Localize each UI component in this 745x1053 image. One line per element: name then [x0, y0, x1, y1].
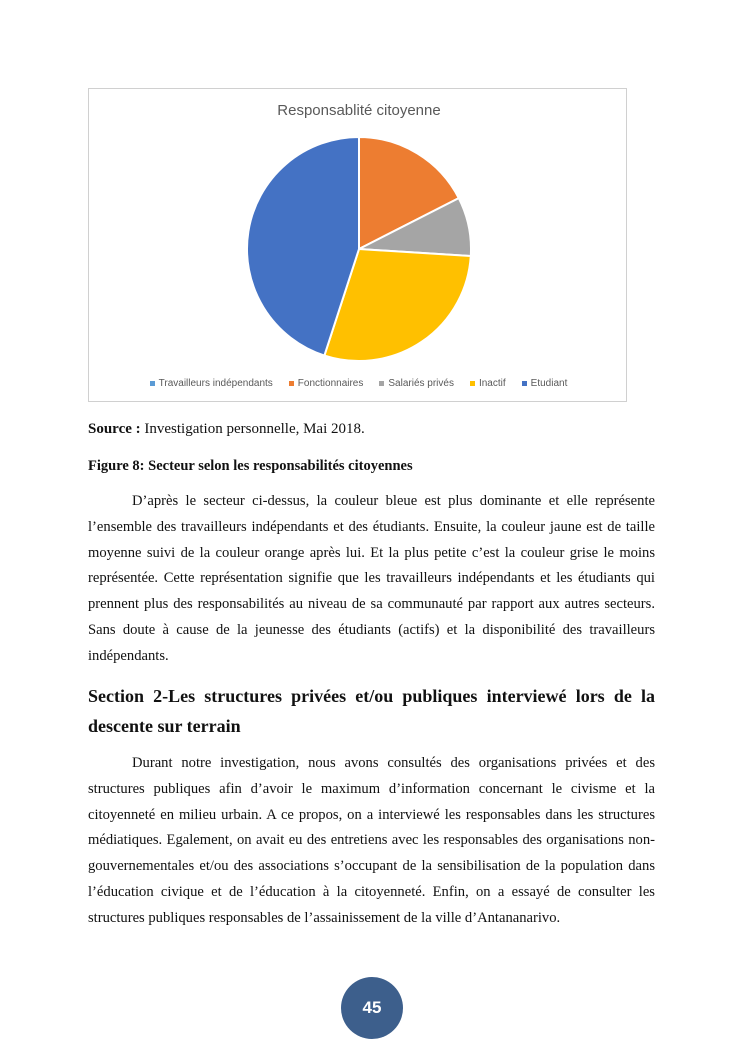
paragraph-2: Durant notre investigation, nous avons consultés des organisations privées et des structures publiques afin d’avoir le maximum d’information concernant le civisme et la citoyenneté en milieu urbain. A ce propos, on a interviewé les responsables dans les structures médiatiques. Egalement, on avait eu des entretiens avec les responsables des organisations non-gouvernementales et/ou des associations s’occupant de la sensibilisation de la population dans l’éducation civique et de l’éducation à la citoyenneté. Enfin, on a essayé de consulter les structures publiques responsables de l’assainissement de la ville d’Antananarivo.: [88, 755, 655, 926]
legend-item: [379, 378, 454, 389]
paragraph-1: D’après le secteur ci-dessus, la couleur bleue est plus dominante et elle représente l’ensemble des travailleurs indépendants et des étudiants. Ensuite, la couleur jaune est de taille moyenne suivi de la couleur orange après lui. Et la plus petite c’est la couleur grise le moins représentée. Cette représentation signifie que les travailleurs indépendants et les étudiants qui prennent plus des responsabilités au niveau de sa communauté par rapport aux autres secteurs. Sans doute à cause de la jeunesse des étudiants (actifs) et la disponibilité des travailleurs indépendants.: [88, 493, 655, 664]
legend-swatch: [522, 381, 527, 386]
legend-swatch: [150, 381, 155, 386]
pie-chart-svg: [89, 89, 628, 403]
legend-item: [150, 378, 273, 389]
section-title: Section 2-Les structures privées et/ou publiques interviewé lors de la descente sur terrain: [88, 686, 655, 736]
chart-legend: [89, 378, 628, 389]
chart-title: Responsablité citoyenne: [277, 102, 441, 119]
legend-label: Inactif: [478, 378, 506, 389]
legend-label: Salariés privés: [388, 378, 454, 389]
figure-caption: Figure 8: Secteur selon les responsabilités citoyennes: [88, 458, 413, 474]
source-label: Source :: [88, 421, 141, 437]
page-number: 45: [341, 977, 403, 1039]
legend-swatch: [379, 381, 384, 386]
legend-label: Fonctionnaires: [297, 378, 364, 389]
source-line: [88, 421, 365, 438]
legend-item: [470, 378, 506, 389]
source-text: Investigation personnelle, Mai 2018.: [140, 421, 365, 437]
legend-label: Travailleurs indépendants: [158, 378, 273, 389]
legend-label: Etudiant: [530, 378, 568, 389]
legend-swatch: [289, 381, 294, 386]
legend-item: [289, 378, 364, 389]
legend-swatch: [470, 381, 475, 386]
pie-chart: [88, 88, 627, 402]
legend-item: [522, 378, 568, 389]
pie-slices: [247, 137, 471, 361]
